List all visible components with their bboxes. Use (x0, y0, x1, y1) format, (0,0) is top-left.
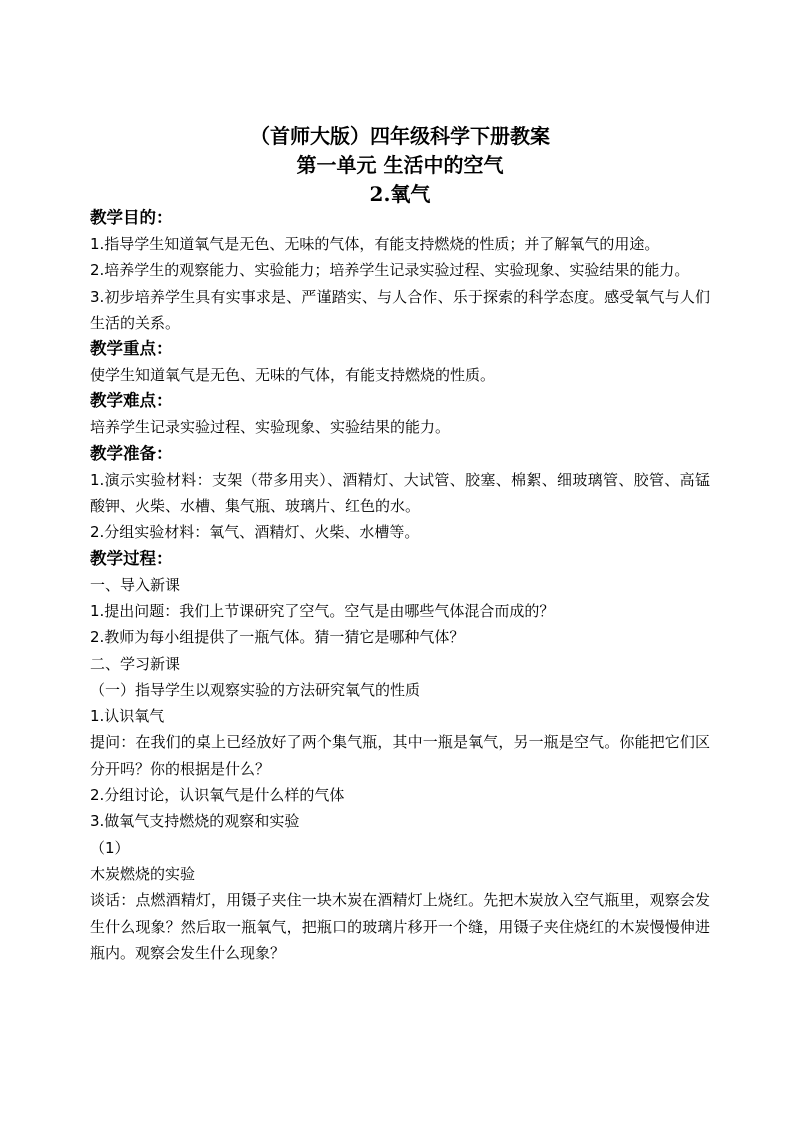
process-item: 一、导入新课 (90, 575, 181, 594)
process-item: 二、学习新课 (90, 654, 181, 673)
difficulty-item: 培养学生记录实验过程、实验现象、实验结果的能力。 (90, 418, 451, 437)
process-item: 3.做氧气支持燃烧的观察和实验 (90, 812, 300, 831)
preparation-item: 1.演示实验材料：支架（带多用夹）、酒精灯、大试管、胶塞、棉絮、细玻璃管、胶管、高锰酸钾、火柴、水槽、集气瓶、玻璃片、红色的水。 (90, 470, 710, 516)
key-point-item: 使学生知道氧气是无色、无味的气体，有能支持燃烧的性质。 (90, 366, 496, 385)
process-item: 2.分组讨论，认识氧气是什么样的气体 (90, 786, 345, 805)
document-page (90, 0, 710, 1122)
process-heading: 教学过程： (90, 548, 173, 568)
difficulties-heading: 教学难点： (90, 391, 173, 411)
process-item: 谈话：点燃酒精灯，用镊子夹住一块木炭在酒精灯上烧红。先把木炭放入空气瓶里，观察会发生什么现象？然后取一瓶氧气，把瓶口的玻璃片移开一个缝，用镊子夹住烧红的木炭慢慢伸进瓶内。观察会发生什么现象？ (90, 891, 710, 962)
document-body (90, 205, 710, 966)
process-item: 1.认识氧气 (90, 707, 165, 726)
objective-item: 2.培养学生的观察能力、实验能力；培养学生记录实验过程、实验现象、实验结果的能力。 (90, 261, 690, 280)
preparation-heading: 教学准备： (90, 443, 173, 463)
process-item: 木炭燃烧的实验 (90, 864, 196, 883)
key-points-heading: 教学重点： (90, 339, 173, 359)
objective-item: 3.初步培养学生具有实事求是、严谨踏实、与人合作、乐于探索的科学态度。感受氧气与人们生活的关系。 (90, 287, 710, 332)
unit-title: 第一单元 生活中的空气 (296, 153, 504, 177)
process-item: （一）指导学生以观察实验的方法研究氧气的性质 (90, 680, 421, 699)
process-item: 1.提出问题：我们上节课研究了空气。空气是由哪些气体混合而成的？ (90, 601, 555, 620)
process-item: 2.教师为每小组提供了一瓶气体。猜一猜它是哪种气体？ (90, 628, 465, 647)
document-title: （首师大版）四年级科学下册教案 (250, 124, 550, 148)
objective-item: 1.指导学生知道氧气是无色、无味的气体，有能支持燃烧的性质；并了解氧气的用途。 (90, 235, 660, 253)
process-item: 提问：在我们的桌上已经放好了两个集气瓶，其中一瓶是氧气，另一瓶是空气。你能把它们区分开吗？你的根据是什么？ (90, 733, 710, 778)
title-block (90, 122, 710, 209)
process-item: （1） (90, 838, 130, 857)
lesson-title: 2.氧气 (369, 182, 431, 206)
objectives-heading: 教学目的： (90, 208, 173, 227)
preparation-item: 2.分组实验材料：氧气、酒精灯、火柴、水槽等。 (90, 523, 420, 542)
